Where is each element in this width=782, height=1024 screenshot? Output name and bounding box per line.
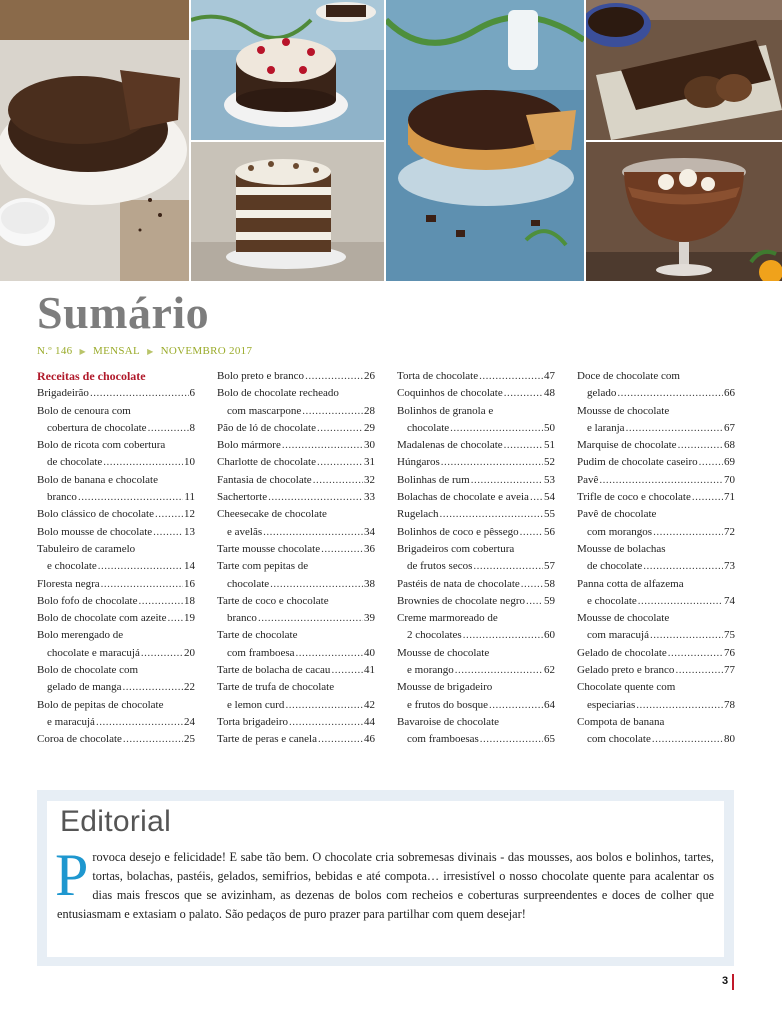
toc-page-number: 24	[184, 715, 195, 728]
black-forest-cake-photo	[191, 0, 384, 140]
toc-leader-dots	[520, 524, 543, 541]
toc-entry-title: Coquinhos de chocolate	[397, 387, 503, 400]
toc-entry-title: Mousse de bolachas	[577, 542, 666, 555]
toc-leader-dots	[473, 558, 543, 575]
toc-entry	[37, 524, 195, 541]
toc-column-3	[397, 368, 555, 749]
toc-entry	[217, 627, 375, 662]
toc-entry-title: Tabuleiro de caramelo	[37, 542, 136, 555]
toc-entry-title: branco	[47, 491, 77, 504]
toc-leader-dots	[650, 627, 723, 644]
toc-entry-title: Sachertorte	[217, 491, 268, 504]
toc-page-number: 80	[724, 733, 735, 746]
toc-entry-title: Bolinhos de granola e	[397, 404, 494, 417]
toc-entry	[37, 662, 195, 697]
toc-entry-title: Rugelach	[397, 508, 439, 521]
toc-entry-title: Mousse de chocolate	[397, 646, 490, 659]
toc-entry-title: gelado de manga	[47, 681, 122, 694]
toc-leader-dots	[331, 662, 363, 679]
toc-entry-title: Mousse de chocolate	[577, 612, 670, 625]
toc-page-number: 41	[364, 664, 375, 677]
toc-entry	[577, 489, 735, 506]
toc-entry	[217, 714, 375, 731]
toc-entry	[577, 576, 735, 611]
toc-entry-title: branco	[227, 612, 257, 625]
toc-entry	[217, 489, 375, 506]
toc-leader-dots	[638, 593, 723, 610]
toc-entry-title: Bavaroise de chocolate	[397, 715, 500, 728]
toc-entry-title: e chocolate	[587, 594, 637, 607]
toc-entry-title: Mousse de brigadeiro	[397, 681, 493, 694]
issue-date: NOVEMBRO 2017	[160, 345, 253, 357]
toc-entry	[37, 610, 195, 627]
toc-entry	[37, 593, 195, 610]
toc-page-number: 52	[544, 456, 555, 469]
toc-leader-dots	[450, 420, 543, 437]
toc-entry	[397, 541, 555, 576]
toc-page-number: 71	[724, 491, 735, 504]
toc-entry-title: Bolo de pepitas de chocolate	[37, 698, 164, 711]
toc-entry	[397, 437, 555, 454]
toc-entry	[397, 714, 555, 749]
page-number-bar	[732, 974, 734, 990]
toc-entry-title: Tarte de bolacha de cacau	[217, 664, 331, 677]
toc-entry-title: Gelado preto e branco	[577, 664, 675, 677]
toc-page-number: 78	[724, 698, 735, 711]
toc-entry-title: chocolate e maracujá	[47, 646, 140, 659]
toc-entry	[37, 541, 195, 576]
toc-entry-title: Brownies de chocolate negro	[397, 594, 525, 607]
toc-page-number: 25	[184, 733, 195, 746]
page-number: 3	[722, 975, 729, 987]
toc-page-number: 58	[544, 577, 555, 590]
toc-entry-title: Doce de chocolate com	[577, 370, 680, 382]
toc-leader-dots	[526, 593, 543, 610]
toc-leader-dots	[455, 662, 543, 679]
issue-info	[37, 345, 256, 357]
toc-entry-title: Bolachas de chocolate e aveia	[397, 491, 529, 504]
toc-entry	[217, 541, 375, 558]
toc-entry-title: com mascarpone	[227, 404, 302, 417]
toc-page-number: 39	[364, 612, 375, 625]
toc-leader-dots	[313, 472, 363, 489]
toc-entry-title: Bolo de ricota com cobertura	[37, 439, 166, 452]
toc-page-number: 30	[364, 439, 375, 452]
toc-entry	[397, 472, 555, 489]
toc-leader-dots	[321, 541, 363, 558]
toc-page-number: 54	[544, 491, 555, 504]
toc-page-number: 55	[544, 508, 555, 521]
toc-page-number: 48	[544, 387, 555, 400]
toc-entry-title: Bolo de chocolate recheado	[217, 387, 339, 400]
toc-page-number: 50	[544, 421, 555, 434]
chocolate-sprinkle-cake-photo	[0, 0, 189, 281]
toc-leader-dots	[441, 454, 543, 471]
separator-triangle-icon: ▶	[147, 347, 154, 356]
toc-leader-dots	[282, 437, 363, 454]
toc-leader-dots	[96, 714, 183, 731]
toc-leader-dots	[168, 610, 184, 627]
toc-entry	[397, 679, 555, 714]
toc-entry	[37, 437, 195, 472]
toc-page-number: 26	[364, 370, 375, 382]
toc-entry-title: Tarte mousse chocolate	[217, 542, 321, 555]
toc-page-number: 66	[724, 387, 735, 400]
toc-entry	[217, 662, 375, 679]
toc-entry-title: Creme marmoreado de	[397, 612, 498, 625]
toc-page-number: 28	[364, 404, 375, 417]
toc-page-number: 18	[184, 594, 195, 607]
toc-page-number: 38	[364, 577, 375, 590]
toc-page-number: 59	[544, 594, 555, 607]
toc-entry	[577, 472, 735, 489]
toc-page-number: 69	[724, 456, 735, 469]
toc-leader-dots	[530, 489, 543, 506]
toc-page-number: 57	[544, 560, 555, 573]
toc-entry	[37, 472, 195, 507]
toc-column-4	[577, 368, 735, 749]
toc-entry	[577, 541, 735, 576]
toc-leader-dots	[305, 368, 363, 385]
toc-entry-title: Torta brigadeiro	[217, 715, 289, 728]
toc-entry	[217, 385, 375, 420]
toc-leader-dots	[302, 403, 363, 420]
toc-entry	[37, 403, 195, 438]
toc-leader-dots	[263, 524, 363, 541]
toc-page-number: 77	[724, 664, 735, 677]
toc-leader-dots	[268, 489, 363, 506]
toc-entry-title: e lemon curd	[227, 698, 285, 711]
issue-number: N.º 146	[37, 345, 73, 357]
toc-entry-title: 2 chocolates	[407, 629, 462, 642]
toc-entry	[397, 506, 555, 523]
toc-leader-dots	[440, 506, 543, 523]
toc-entry-title: Tarte de chocolate	[217, 629, 298, 642]
toc-leader-dots	[317, 420, 363, 437]
toc-entry	[577, 437, 735, 454]
toc-entry-title: com framboesa	[227, 646, 295, 659]
toc-entry-title: Coroa de chocolate	[37, 733, 122, 746]
toc-leader-dots	[636, 697, 723, 714]
editorial-text	[55, 842, 714, 924]
toc-entry	[37, 731, 195, 748]
toc-entry	[217, 679, 375, 714]
toc-leader-dots	[139, 593, 184, 610]
toc-page-number: 34	[364, 525, 375, 538]
toc-entry-title: e avelãs	[227, 525, 263, 538]
toc-entry-title: e laranja	[587, 421, 625, 434]
toc-entry-title: gelado	[587, 387, 617, 400]
page-title: Sumário	[37, 287, 210, 338]
toc-entry-title: Húngaros	[397, 456, 440, 469]
toc-leader-dots	[653, 524, 723, 541]
toc-page-number: 65	[544, 733, 555, 746]
toc-entry-title: Tarte de trufa de chocolate	[217, 681, 335, 694]
toc-leader-dots	[317, 454, 363, 471]
toc-entry	[577, 714, 735, 749]
toc-page-number: 68	[724, 439, 735, 452]
toc-entry	[577, 645, 735, 662]
toc-leader-dots	[78, 489, 183, 506]
editorial-body: rovoca desejo e felicidade! E sabe tão bem. O chocolate cria sobremesas divinais - das mousses, aos bolos e bolinhos, tartes, tortas, bolachas, pastéis, gelados, semifrios, bebidas e até compota… irresistível o nosso chocolate quente para acalentar os dias mais frescos que se avizinham, as dezenas de bolos com recheios e coberturas surpreendentes e doces de colher que entusiasmam e extasiam o palato. São pedaços de puro prazer para partilhar com quem desejar!	[57, 850, 714, 921]
toc-entry	[37, 697, 195, 732]
toc-entry-title: de chocolate	[587, 560, 643, 573]
toc-entry-title: Bolo fofo de chocolate	[37, 594, 138, 607]
toc-leader-dots	[153, 524, 183, 541]
toc-leader-dots	[285, 697, 363, 714]
toc-entry	[397, 368, 555, 385]
toc-leader-dots	[599, 472, 723, 489]
toc-entry	[217, 593, 375, 628]
toc-page-number: 76	[724, 646, 735, 659]
toc-entry	[577, 610, 735, 645]
toc-entry-title: com framboesas	[407, 733, 479, 746]
toc-entry	[577, 662, 735, 679]
toc-entry-title: Madalenas de chocolate	[397, 439, 503, 452]
toc-entry	[577, 454, 735, 471]
toc-page-number: 8	[189, 421, 195, 434]
toc-page-number: 32	[364, 473, 375, 486]
toc-page-number: 20	[184, 646, 195, 659]
toc-page-number: 56	[544, 525, 555, 538]
toc-page-number: 14	[184, 560, 195, 573]
toc-entry-title: Marquise de chocolate	[577, 439, 677, 452]
toc-entry-title: de chocolate	[47, 456, 103, 469]
toc-leader-dots	[675, 662, 723, 679]
toc-page-number: 40	[364, 646, 375, 659]
toc-leader-dots	[289, 714, 363, 731]
toc-entry-title: Pão de ló de chocolate	[217, 421, 316, 434]
toc-entry	[37, 576, 195, 593]
toc-leader-dots	[101, 576, 183, 593]
toc-page-number: 31	[364, 456, 375, 469]
toc-entry-title: Bolo clássico de chocolate	[37, 508, 154, 521]
toc-entry-title: Compota de banana	[577, 715, 665, 728]
toc-column-2	[217, 368, 375, 749]
toc-leader-dots	[155, 506, 183, 523]
toc-entry-title: Trifle de coco e chocolate	[577, 491, 691, 504]
toc-leader-dots	[296, 645, 364, 662]
toc-entry-title: Pastéis de nata de chocolate	[397, 577, 520, 590]
issue-frequency: MENSAL	[93, 345, 141, 357]
toc-entry-title: de frutos secos	[407, 560, 473, 573]
toc-entry-title: Tarte de coco e chocolate	[217, 594, 329, 607]
toc-page-number: 62	[544, 664, 555, 677]
toc-leader-dots	[692, 489, 723, 506]
separator-triangle-icon: ▶	[79, 347, 86, 356]
toc-entry	[577, 506, 735, 541]
toc-leader-dots	[258, 610, 363, 627]
toc-entry	[217, 506, 375, 541]
toc-leader-dots	[141, 645, 183, 662]
toc-leader-dots	[643, 558, 723, 575]
toc-column-1	[37, 368, 195, 749]
toc-entry-title: Pavê	[577, 473, 599, 486]
toc-entry-title: chocolate	[227, 577, 270, 590]
toc-page-number: 13	[184, 525, 195, 538]
toc-page-number: 47	[544, 370, 555, 382]
toc-leader-dots	[504, 437, 543, 454]
toc-leader-dots	[626, 420, 723, 437]
toc-entry-title: com morangos	[587, 525, 653, 538]
toc-entry-title: Tarte com pepitas de	[217, 560, 309, 573]
toc-entry-title: Bolinhos de coco e pêssego	[397, 525, 519, 538]
toc-page-number: 29	[364, 421, 375, 434]
toc-entry	[397, 645, 555, 680]
toc-leader-dots	[103, 454, 183, 471]
toc-leader-dots	[98, 558, 183, 575]
toc-entry-title: Brigadeirão	[37, 387, 89, 400]
toc-entry-title: e chocolate	[47, 560, 97, 573]
toc-leader-dots	[270, 576, 363, 593]
toc-entry-title: Bolo preto e branco	[217, 370, 305, 382]
toc-page-number: 74	[724, 594, 735, 607]
toc-section-title: Receitas de chocolate	[37, 369, 146, 383]
toc-page-number: 73	[724, 560, 735, 573]
toc-entry	[217, 558, 375, 593]
toc-entry	[37, 506, 195, 523]
chocolate-roll-photo	[586, 0, 782, 140]
toc-page-number: 72	[724, 525, 735, 538]
toc-entry-title: cobertura de chocolate	[47, 421, 147, 434]
toc-entry-title: Gelado de chocolate	[577, 646, 667, 659]
toc-entry	[397, 489, 555, 506]
toc-entry-title: Bolo merengado de	[37, 629, 124, 642]
naked-layer-cake-photo	[191, 142, 384, 281]
toc-leader-dots	[699, 454, 723, 471]
toc-leader-dots	[678, 437, 723, 454]
toc-entry-title: Bolo de banana e chocolate	[37, 473, 158, 486]
chocolate-mousse-glass-photo	[586, 142, 782, 281]
toc-leader-dots	[318, 731, 363, 748]
toc-leader-dots	[471, 472, 543, 489]
toc-entry	[577, 679, 735, 714]
toc-leader-dots	[668, 645, 723, 662]
toc-leader-dots	[148, 420, 189, 437]
toc-entry-title: Bolo mármore	[217, 439, 281, 452]
photo-collage	[0, 0, 782, 281]
toc-page-number: 36	[364, 542, 375, 555]
toc-page-number: 64	[544, 698, 555, 711]
toc-page-number: 60	[544, 629, 555, 642]
toc-entry-title: Bolo de chocolate com azeite	[37, 612, 167, 625]
toc-entry-title: Bolo de chocolate com	[37, 664, 139, 677]
toc-entry-title: Pudim de chocolate caseiro	[577, 456, 698, 469]
toc-entry-title: Tarte de peras e canela	[217, 733, 317, 746]
toc-page-number: 46	[364, 733, 375, 746]
toc-entry-title: chocolate	[407, 421, 450, 434]
toc-page-number: 10	[184, 456, 195, 469]
toc-entry-title: com chocolate	[587, 733, 651, 746]
editorial-dropcap: P	[55, 842, 89, 908]
toc-entry-title: especiarias	[587, 698, 636, 711]
toc-entry	[397, 454, 555, 471]
toc-page-number: 19	[184, 612, 195, 625]
toc-entry	[217, 420, 375, 437]
toc-entry	[397, 524, 555, 541]
toc-page-number: 33	[364, 491, 375, 504]
toc-entry-title: Chocolate quente com	[577, 681, 676, 694]
toc-entry-title: e maracujá	[47, 715, 95, 728]
toc-entry	[217, 472, 375, 489]
toc-entry-title: Pavê de chocolate	[577, 508, 657, 521]
toc-leader-dots	[521, 576, 543, 593]
toc-page-number: 53	[544, 473, 555, 486]
toc-leader-dots	[463, 627, 543, 644]
toc-leader-dots	[652, 731, 723, 748]
toc-entry	[397, 610, 555, 645]
toc-entry	[217, 731, 375, 748]
toc-page-number: 44	[364, 715, 375, 728]
toc-page-number: 16	[184, 577, 195, 590]
toc-entry-title: e morango	[407, 664, 454, 677]
toc-page-number: 6	[189, 387, 195, 400]
toc-entry	[577, 403, 735, 438]
toc-leader-dots	[90, 385, 189, 402]
toc-leader-dots	[489, 697, 543, 714]
toc-page-number: 22	[184, 681, 195, 694]
toc-page-number: 51	[544, 439, 555, 452]
toc-page-number: 42	[364, 698, 375, 711]
toc-entry-title: Cheesecake de chocolate	[217, 508, 327, 521]
toc-entry	[397, 403, 555, 438]
toc-entry	[37, 385, 195, 402]
toc-leader-dots	[504, 385, 543, 402]
toc-entry-title: Mousse de chocolate	[577, 404, 670, 417]
toc-leader-dots	[123, 679, 183, 696]
toc-entry	[397, 576, 555, 593]
toc-entry	[217, 368, 375, 385]
toc-entry	[577, 368, 735, 403]
toc-entry-title: Bolinhas de rum	[397, 473, 470, 486]
toc-leader-dots	[480, 731, 543, 748]
toc-entry	[397, 593, 555, 610]
toc-leader-dots	[479, 368, 543, 385]
toc-page-number: 11	[184, 491, 195, 504]
toc-leader-dots	[123, 731, 183, 748]
toc-entry-title: Bolo de cenoura com	[37, 404, 131, 417]
toc-entry-title: Bolo mousse de chocolate	[37, 525, 153, 538]
toc-entry	[37, 627, 195, 662]
toc-page-number: 67	[724, 421, 735, 434]
toc-entry-title: Fantasia de chocolate	[217, 473, 312, 486]
toc-page-number: 75	[724, 629, 735, 642]
toc-entry-title: Panna cotta de alfazema	[577, 577, 684, 590]
chocolate-tart-photo	[386, 0, 584, 281]
toc-entry-title: e frutos do bosque	[407, 698, 488, 711]
toc-entry	[217, 454, 375, 471]
toc-entry	[397, 385, 555, 402]
toc-entry	[217, 437, 375, 454]
toc-entry-title: Torta de chocolate	[397, 370, 479, 382]
toc-entry-title: Floresta negra	[37, 577, 100, 590]
toc-leader-dots	[617, 385, 723, 402]
toc-page-number: 70	[724, 473, 735, 486]
toc-entry-title: Charlotte de chocolate	[217, 456, 316, 469]
toc-entry-title: Brigadeiros com cobertura	[397, 542, 515, 555]
editorial-title: Editorial	[60, 805, 172, 838]
toc-page-number: 12	[184, 508, 195, 521]
toc-entry-title: com maracujá	[587, 629, 649, 642]
